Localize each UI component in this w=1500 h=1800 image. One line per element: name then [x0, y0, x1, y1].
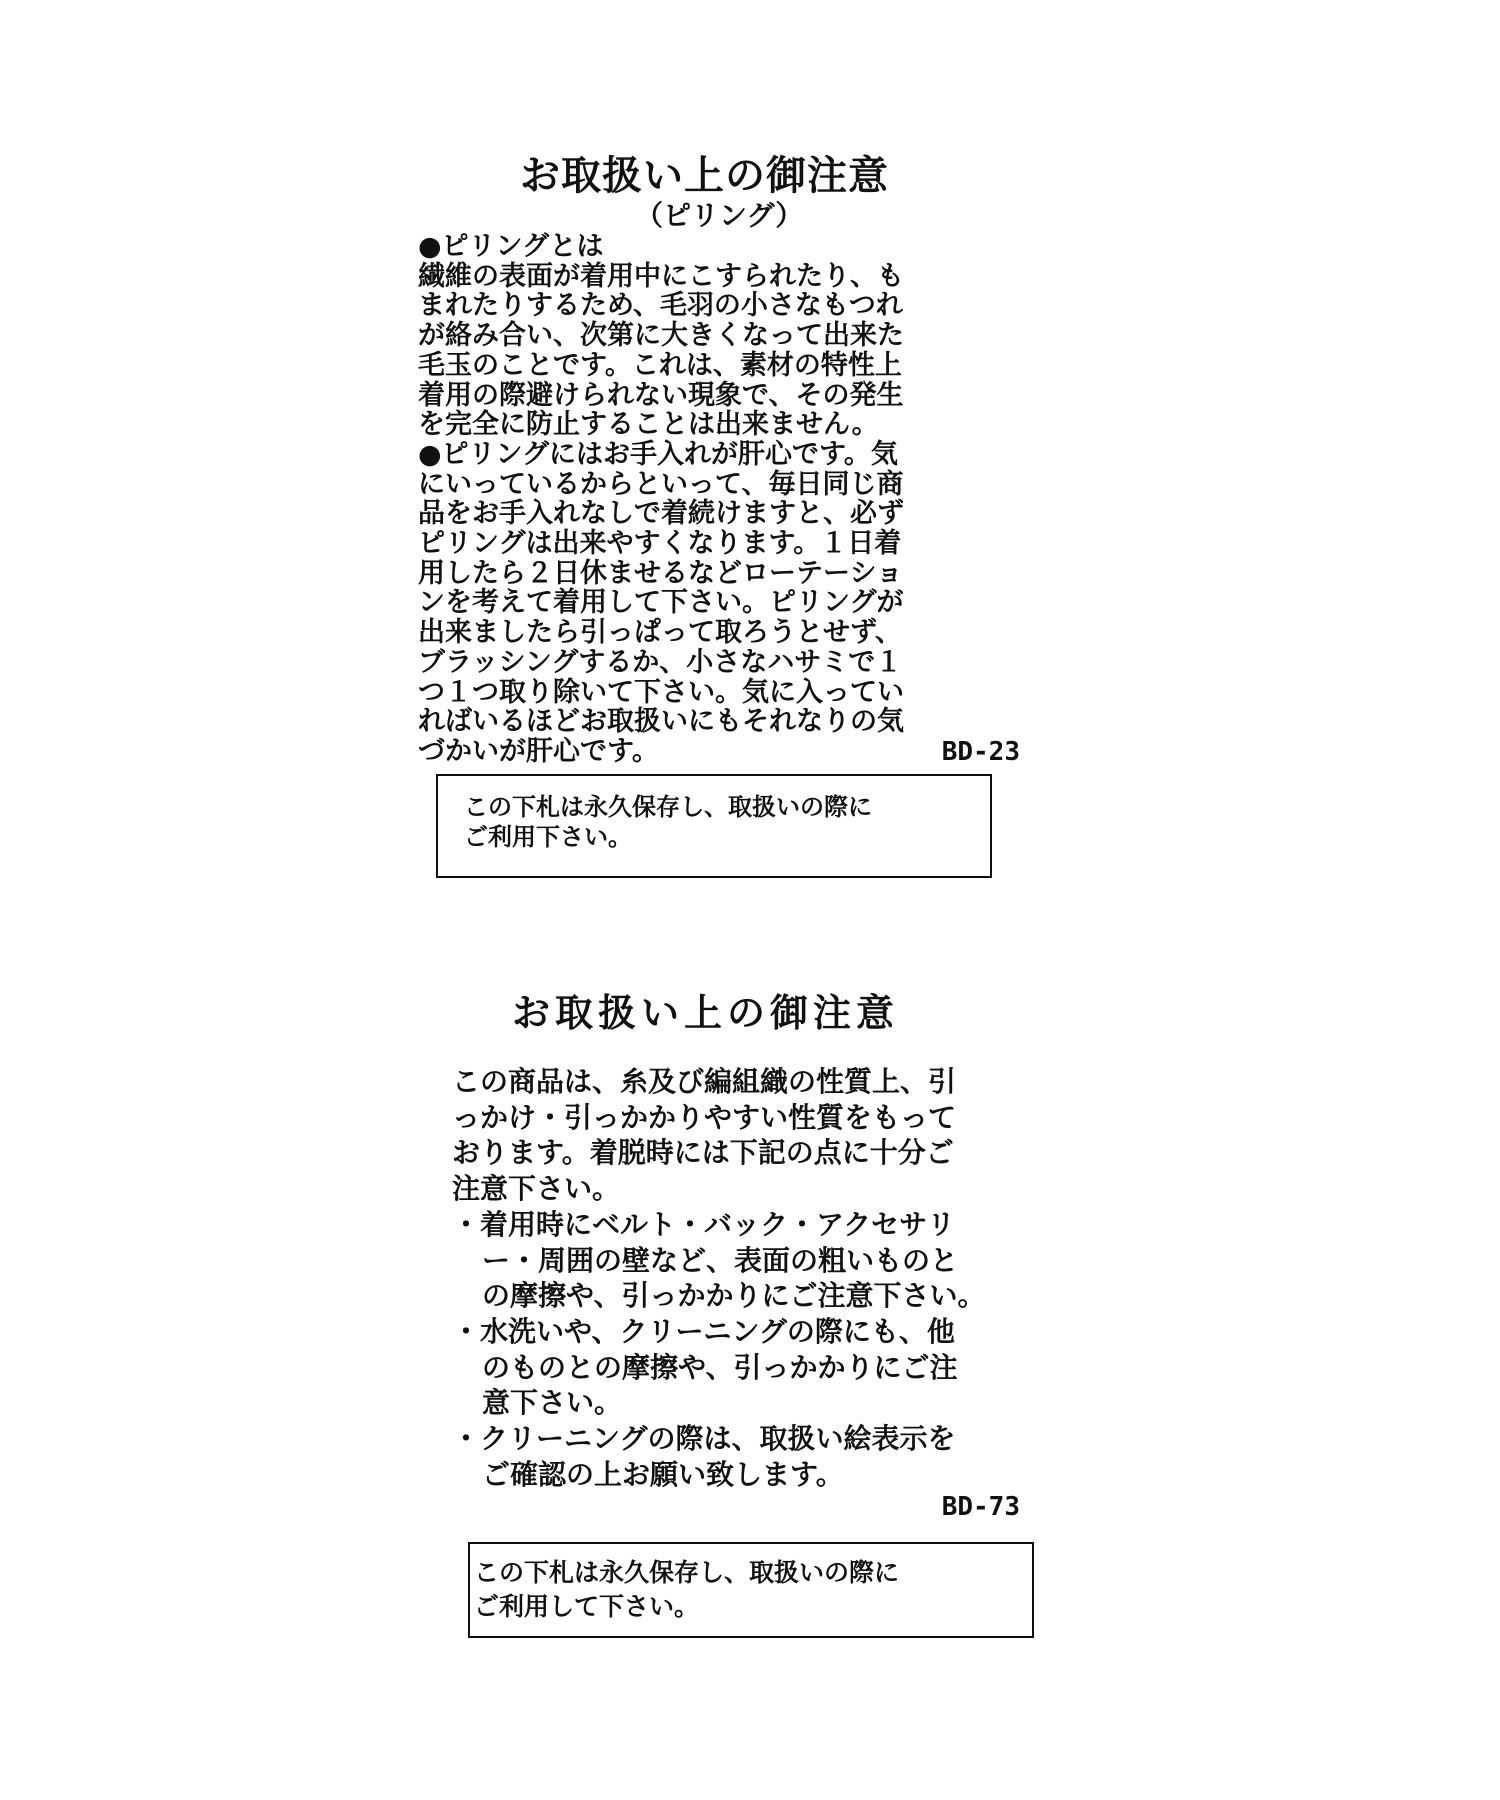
- body-line: 繊維の表面が着用中にこすられたり、も: [418, 260, 904, 292]
- bullet-line: ・水洗いや、クリーニングの際にも、他: [452, 1314, 955, 1348]
- body-line: づかいが肝心です。: [418, 735, 659, 767]
- body-line: が絡み合い、次第に大きくなって出来た: [418, 320, 904, 352]
- care-label-snag: [440, 990, 1060, 1670]
- body-line: 出来ましたら引っぱって取ろうとせず、: [418, 617, 902, 649]
- body-line: を完全に防止することは出来ません。: [418, 409, 879, 441]
- body-line: この商品は、糸及び編組織の性質上、引: [452, 1065, 957, 1098]
- label-code: BD-73: [941, 1492, 1020, 1522]
- label-subtitle: （ピリング）: [635, 199, 804, 232]
- bullet-continuation: ご確認の上お願い致します。: [482, 1457, 844, 1491]
- label-title: お取扱い上の御注意: [520, 153, 889, 199]
- body-line: 注意下さい。: [452, 1172, 621, 1206]
- body-line: ●ピリングとは: [418, 231, 604, 262]
- body-line: 品をお手入れなしで着続けますと、必ず: [418, 498, 904, 530]
- bullet-continuation: の摩擦や、引っかかりにご注意下さい。: [482, 1279, 986, 1313]
- keep-notice-line: この下札は永久保存し、取扱いの際に: [474, 1558, 900, 1587]
- body-line: まれたりするため、毛羽の小さなもつれ: [418, 290, 903, 322]
- body-line: つ１つ取り除いて下さい。気に入ってい: [418, 676, 904, 708]
- body-line: っかけ・引っかかりやすい性質をもって: [452, 1100, 957, 1134]
- body-line: にいっているからといって、毎日同じ商: [418, 468, 904, 500]
- label-code: BD-23: [941, 737, 1020, 767]
- keep-notice-line: ご利用して下さい。: [474, 1592, 700, 1621]
- body-line: おります。着脱時には下記の点に十分ご: [452, 1136, 954, 1170]
- body-line: ンを考えて着用して下さい。ピリングが: [418, 587, 904, 619]
- body-line: 着用の際避けられない現象で、その発生: [418, 379, 904, 411]
- bullet-line: ・クリーニングの際は、取扱い絵表示を: [452, 1422, 956, 1456]
- care-label-pilling: [410, 150, 1050, 890]
- label-body: [418, 232, 904, 767]
- keep-notice-box: [436, 774, 992, 878]
- bullet-continuation: 意下さい。: [482, 1386, 623, 1420]
- bullet-continuation: ー・周囲の壁など、表面の粗いものと: [482, 1243, 959, 1277]
- body-line: ればいるほどお取扱いにもそれなりの気: [418, 706, 904, 738]
- bullet-continuation: のものとの摩擦や、引っかかりにご注: [482, 1350, 958, 1384]
- body-line: ブラッシングするか、小さなハサミで１: [418, 646, 903, 678]
- body-line: 用したら２日休ませるなどローテーショ: [418, 557, 903, 589]
- keep-notice-line: この下札は永久保存し、取扱いの際に: [464, 793, 872, 821]
- body-line: ●ピリングにはお手入れが肝心です。気: [418, 438, 898, 470]
- label-body: [452, 1064, 985, 1492]
- keep-notice-line: ご利用下さい。: [464, 823, 632, 851]
- bullet-line: ・着用時にベルト・バック・アクセサリ: [452, 1207, 956, 1241]
- body-line: 毛玉のことです。これは、素材の特性上: [418, 349, 902, 381]
- body-line: ピリングは出来やすくなります。１日着: [418, 528, 902, 560]
- keep-notice-box: [468, 1542, 1034, 1638]
- label-title: お取扱い上の御注意: [512, 991, 900, 1035]
